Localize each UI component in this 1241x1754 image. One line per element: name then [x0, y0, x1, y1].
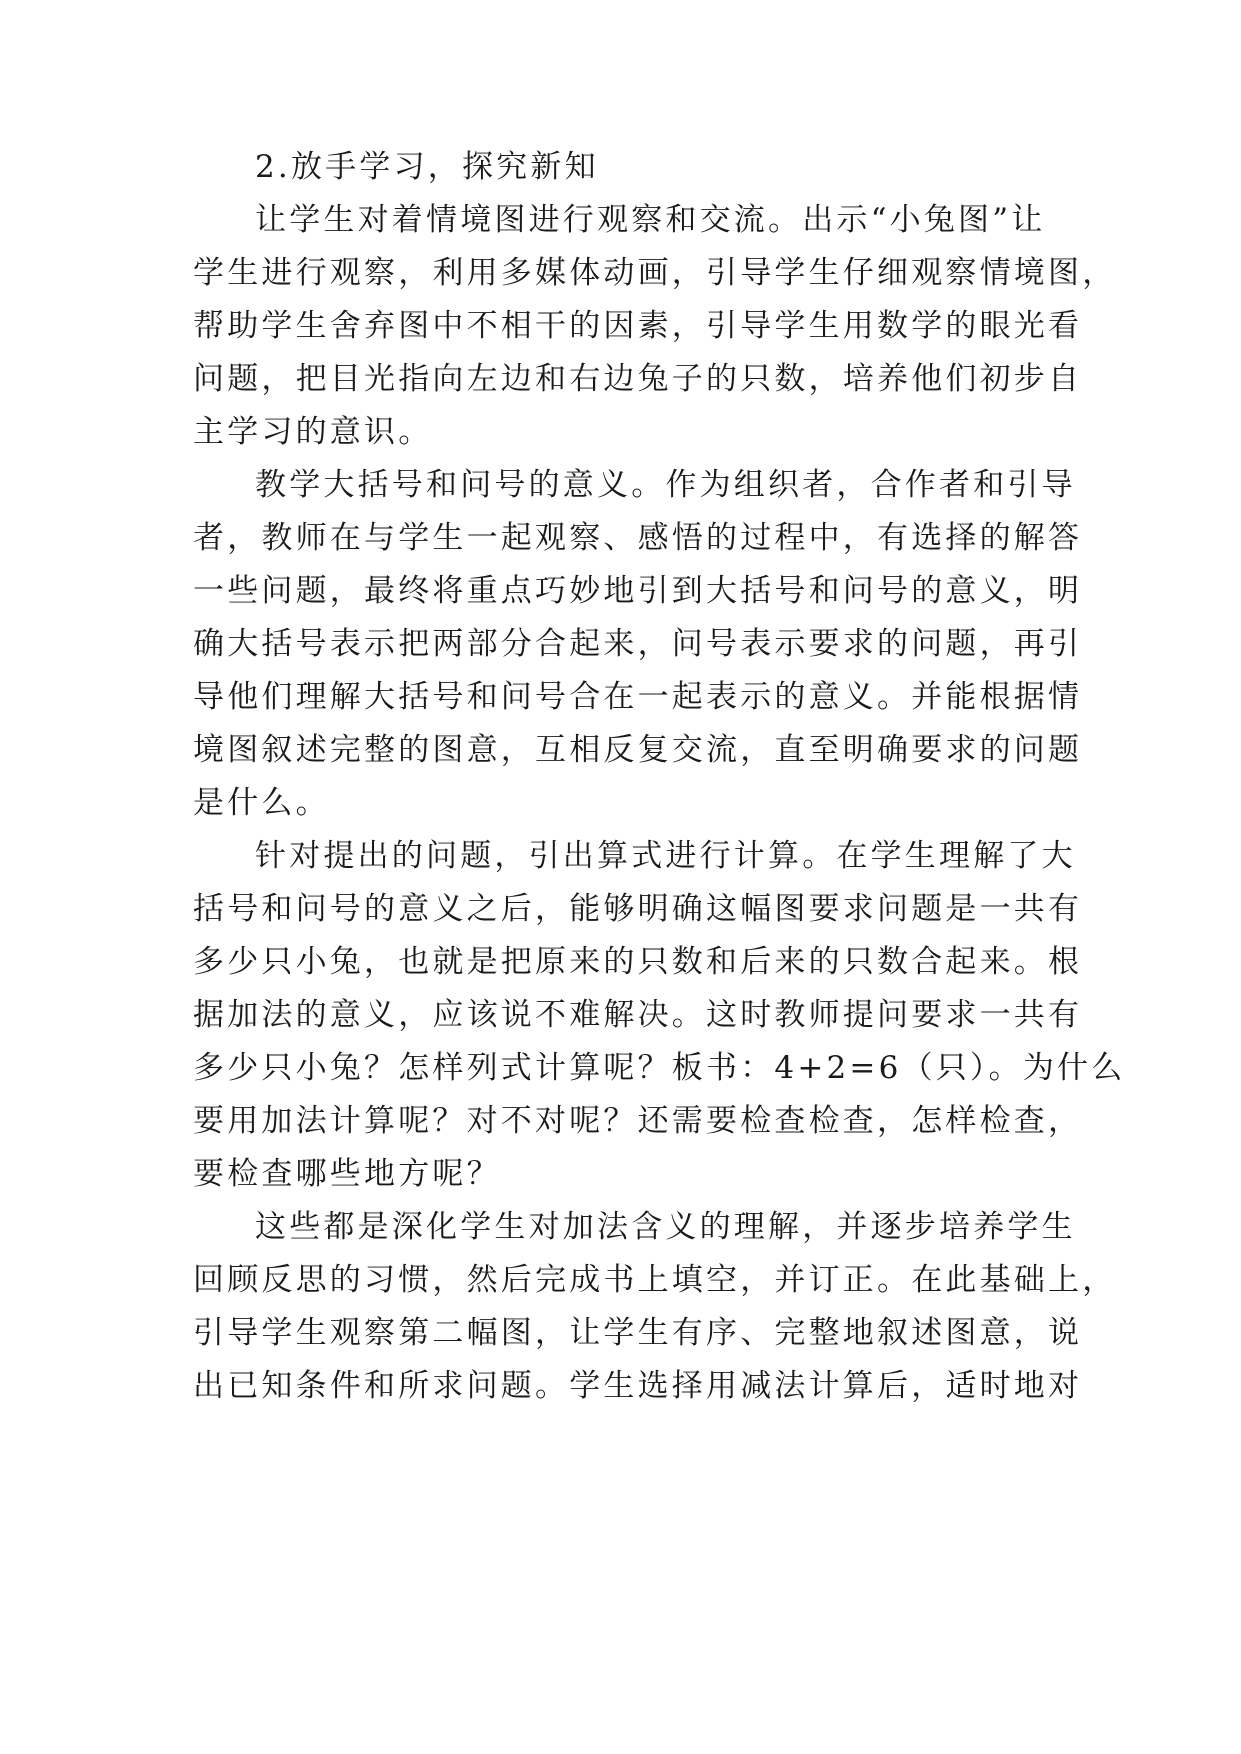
paragraph-line: 回顾反思的习惯，然后完成书上填空，并订正。在此基础上， [193, 1262, 1117, 1298]
paragraph-line: 据加法的意义，应该说不难解决。这时教师提问要求一共有 [193, 997, 1083, 1033]
paragraph-line: 多少只小兔？怎样列式计算呢？板书：4+2=6（只）。为什么 [193, 1050, 1126, 1086]
paragraph-line: 者，教师在与学生一起观察、感悟的过程中，有选择的解答 [193, 520, 1083, 556]
paragraph-line: 是什么。 [193, 785, 330, 821]
paragraph-line: 让学生对着情境图进行观察和交流。出示“小兔图”让 [255, 202, 1046, 238]
paragraph-line: 学生进行观察，利用多媒体动画，引导学生仔细观察情境图， [193, 255, 1117, 291]
paragraph-line: 导他们理解大括号和问号合在一起表示的意义。并能根据情 [193, 679, 1083, 715]
paragraph-line: 这些都是深化学生对加法含义的理解，并逐步培养学生 [255, 1209, 1076, 1245]
paragraph-line: 帮助学生舍弃图中不相干的因素，引导学生用数学的眼光看 [193, 308, 1083, 344]
paragraph-line: 确大括号表示把两部分合起来，问号表示要求的问题，再引 [193, 626, 1083, 662]
paragraph-line: 问题，把目光指向左边和右边兔子的只数，培养他们初步自 [193, 361, 1083, 397]
paragraph-line: 多少只小兔，也就是把原来的只数和后来的只数合起来。根 [193, 944, 1083, 980]
paragraph-line: 境图叙述完整的图意，互相反复交流，直至明确要求的问题 [193, 732, 1083, 768]
paragraph-line: 要用加法计算呢？对不对呢？还需要检查检查，怎样检查， [193, 1103, 1083, 1139]
paragraph-line: 教学大括号和问号的意义。作为组织者，合作者和引导 [255, 467, 1076, 503]
paragraph-line: 主学习的意识。 [193, 414, 433, 450]
paragraph-line: 引导学生观察第二幅图，让学生有序、完整地叙述图意，说 [193, 1315, 1083, 1351]
paragraph-line: 出已知条件和所求问题。学生选择用减法计算后，适时地对 [193, 1368, 1083, 1404]
paragraph-line: 括号和问号的意义之后，能够明确这幅图要求问题是一共有 [193, 891, 1083, 927]
paragraph-line: 要检查哪些地方呢？ [193, 1156, 501, 1192]
section-heading: 2.放手学习，探究新知 [255, 149, 599, 185]
paragraph-line: 针对提出的问题，引出算式进行计算。在学生理解了大 [255, 838, 1076, 874]
paragraph-line: 一些问题，最终将重点巧妙地引到大括号和问号的意义，明 [193, 573, 1083, 609]
